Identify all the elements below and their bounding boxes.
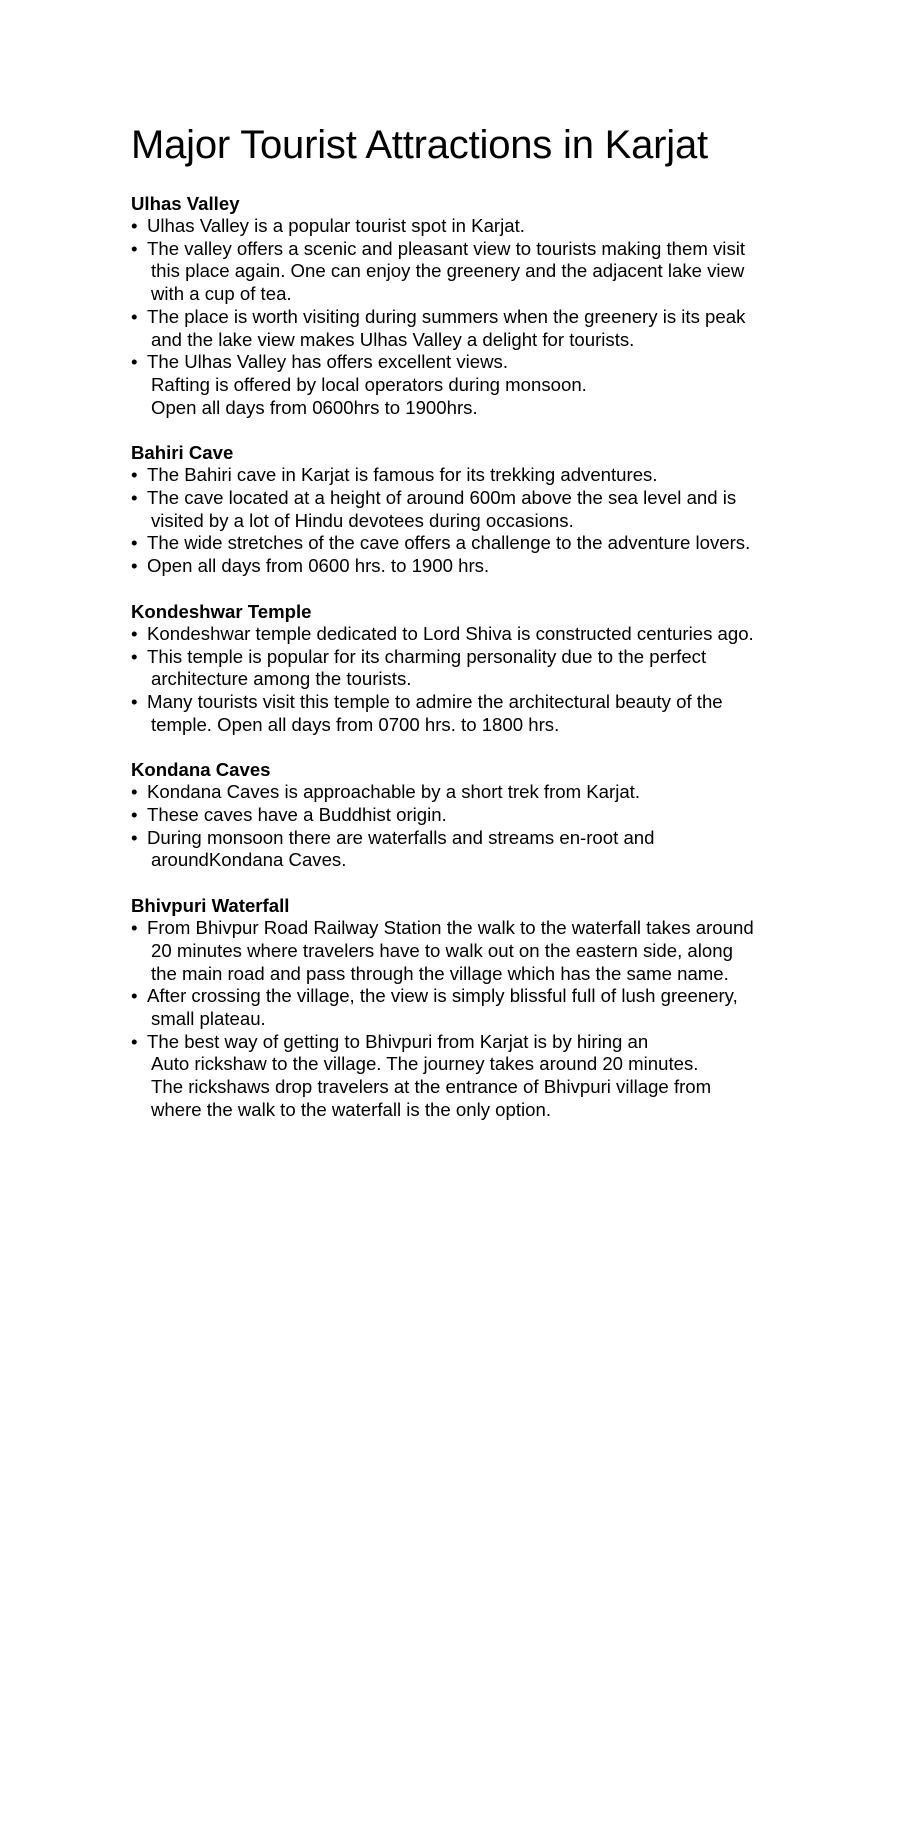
bullet-item — [131, 646, 791, 691]
bullet-line: • The valley offers a scenic and pleasant view to tourists making them visit — [147, 237, 746, 259]
bullet-line: • The cave located at a height of around 600m above the sea level and is — [147, 487, 737, 509]
attraction-section — [131, 600, 791, 737]
bullet-item — [131, 691, 791, 736]
bullet-line: • The best way of getting to Bhivpuri from Karjat is by hiring an — [147, 1030, 649, 1052]
attraction-section — [131, 192, 791, 419]
bullet-item — [131, 1031, 791, 1122]
bullet-line: • During monsoon there are waterfalls and streams en-root and — [147, 826, 655, 848]
bullet-line: • The Bahiri cave in Karjat is famous for its trekking adventures. — [147, 464, 658, 486]
bullet-item — [131, 351, 791, 419]
bullet-item — [131, 555, 791, 578]
attraction-section — [131, 894, 791, 1121]
bullet-line: aroundKondana Caves. — [151, 849, 347, 871]
bullet-line: • The wide stretches of the cave offers a challenge to the adventure lovers. — [147, 532, 751, 554]
document-page — [131, 118, 791, 1144]
bullet-line: • This temple is popular for its charming personality due to the perfect — [147, 645, 707, 667]
bullet-line: • These caves have a Buddhist origin. — [147, 804, 447, 826]
bullet-line: architecture among the tourists. — [151, 668, 412, 690]
bullet-line: • Ulhas Valley is a popular tourist spot in Karjat. — [147, 215, 525, 236]
bullet-line: with a cup of tea. — [151, 283, 292, 305]
bullet-line: • Many tourists visit this temple to admire the architectural beauty of the — [147, 690, 723, 712]
bullet-item — [131, 306, 791, 351]
bullet-item — [131, 917, 791, 985]
bullet-item — [131, 781, 791, 804]
bullet-line: • Kondeshwar temple dedicated to Lord Shiva is constructed centuries ago. — [147, 622, 754, 644]
bullet-line: the main road and pass through the village which has the same name. — [151, 962, 729, 984]
bullet-item — [131, 215, 791, 238]
bullet-line: 20 minutes where travelers have to walk out on the eastern side, along — [151, 939, 733, 961]
section-heading: Bhivpuri Waterfall — [131, 895, 290, 917]
bullet-line: • The place is worth visiting during summers when the greenery is its peak — [147, 305, 746, 327]
bullet-line: The rickshaws drop travelers at the entrance of Bhivpuri village from — [151, 1076, 712, 1098]
bullet-item — [131, 827, 791, 872]
attraction-section — [131, 758, 791, 872]
bullet-line: and the lake view makes Ulhas Valley a delight for tourists. — [151, 328, 635, 350]
bullet-line: • Kondana Caves is approachable by a short trek from Karjat. — [147, 781, 640, 803]
bullet-line: Auto rickshaw to the village. The journey takes around 20 minutes. — [151, 1053, 699, 1075]
bullet-item — [131, 804, 791, 827]
bullet-item — [131, 623, 791, 646]
bullet-line: Rafting is offered by local operators during monsoon. — [151, 373, 587, 395]
bullet-line: • After crossing the village, the view is simply blissful full of lush greenery, — [147, 985, 738, 1007]
section-heading: Kondeshwar Temple — [131, 600, 312, 622]
bullet-line: • From Bhivpur Road Railway Station the walk to the waterfall takes around — [147, 917, 754, 939]
section-heading: Bahiri Cave — [131, 442, 234, 464]
bullet-line: small plateau. — [151, 1007, 266, 1029]
bullet-item — [131, 487, 791, 532]
bullet-line: where the walk to the waterfall is the only option. — [151, 1098, 551, 1120]
bullet-line: • The Ulhas Valley has offers excellent views. — [147, 351, 509, 373]
bullet-item — [131, 464, 791, 487]
bullet-line: • Open all days from 0600 hrs. to 1900 hrs. — [147, 555, 490, 577]
page-title: Major Tourist Attractions in Karjat — [131, 123, 708, 167]
attraction-section — [131, 441, 791, 578]
sections-container — [131, 192, 791, 1122]
bullet-line: temple. Open all days from 0700 hrs. to 1800 hrs. — [151, 713, 560, 735]
bullet-item — [131, 238, 791, 306]
bullet-item — [131, 985, 791, 1030]
bullet-line: visited by a lot of Hindu devotees during occasions. — [151, 509, 574, 531]
section-heading: Kondana Caves — [131, 759, 271, 781]
bullet-item — [131, 532, 791, 555]
bullet-line: this place again. One can enjoy the greenery and the adjacent lake view — [151, 260, 745, 282]
bullet-line: Open all days from 0600hrs to 1900hrs. — [151, 396, 478, 418]
section-heading: Ulhas Valley — [131, 193, 240, 214]
